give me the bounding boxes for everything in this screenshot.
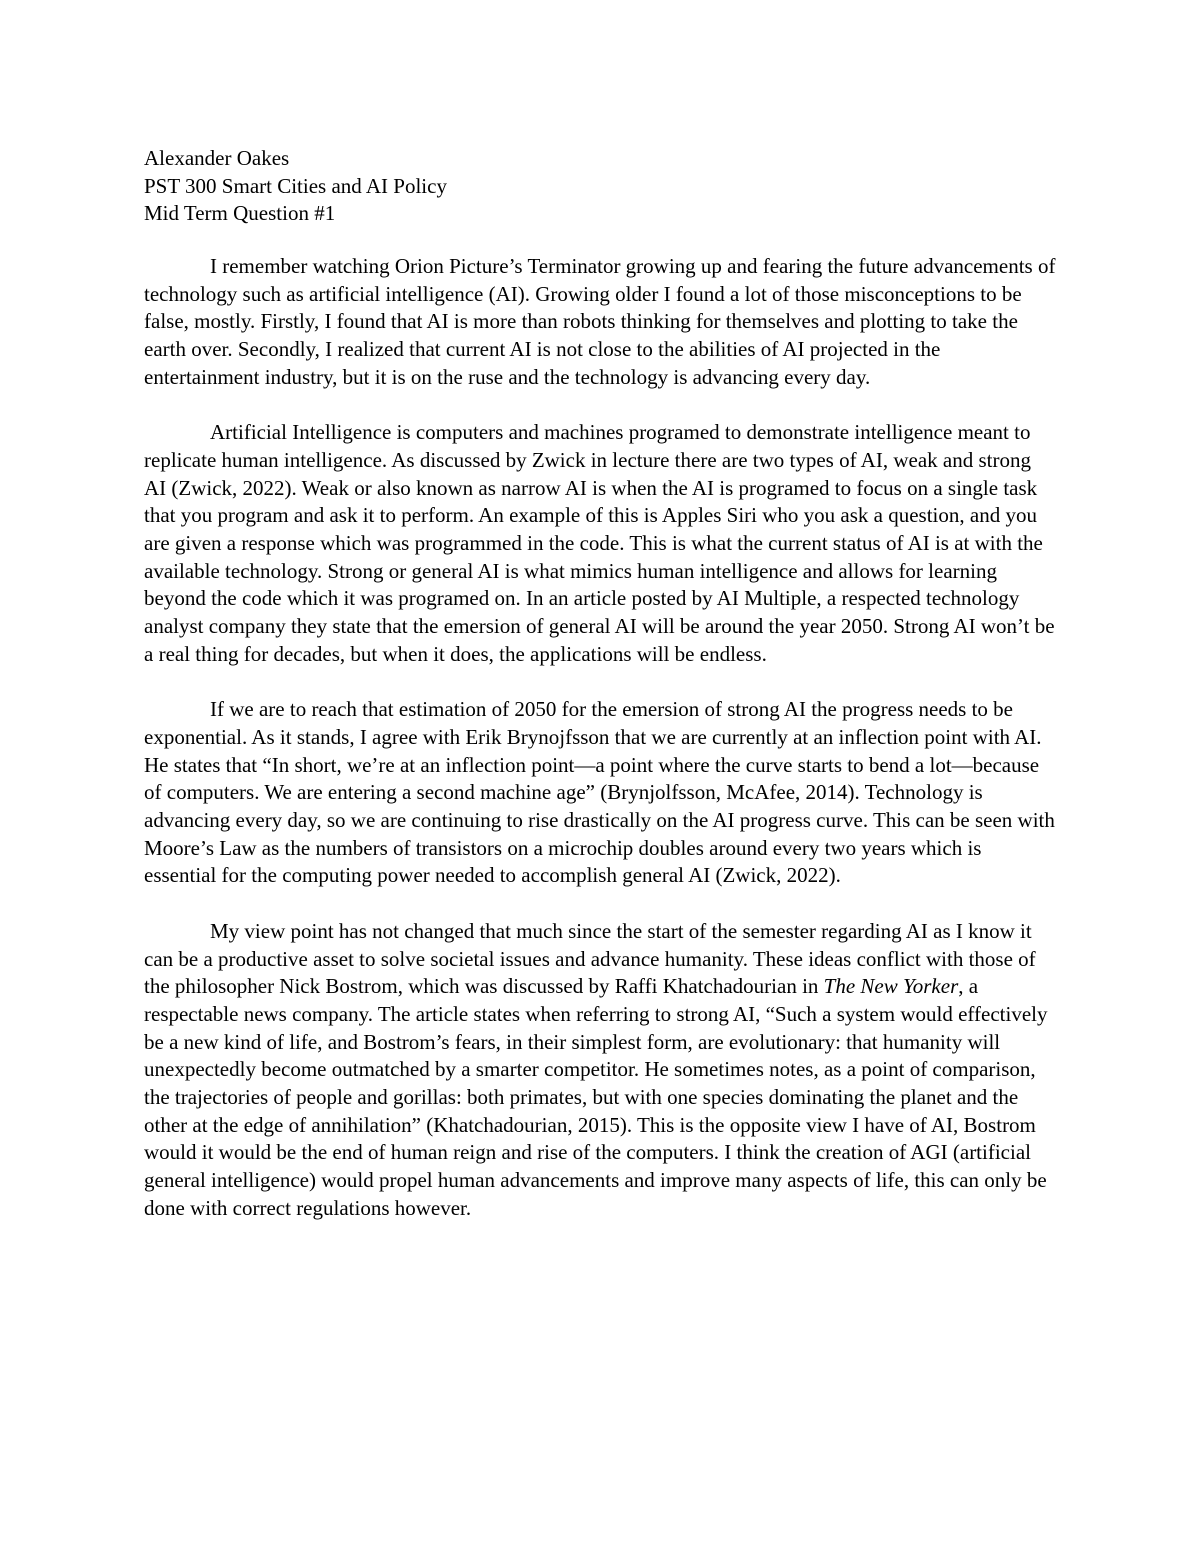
- course-title: PST 300 Smart Cities and AI Policy: [144, 173, 447, 198]
- paragraph-4: [144, 918, 1056, 1223]
- paragraph-4-text-after: , a respectable news company. The article states when referring to strong AI, “Such a system would effectively be a new kind of life, and Bostrom’s fears, in their simplest form, are evolutionary: that humanity will unexpectedly become outmatched by a smarter competitor. He sometimes notes, as a point of comparison, the trajectories of people and gorillas: both primates, but with one species dominating the planet and the other at the edge of annihilation” (Khatchadourian, 2015). This is the opposite view I have of AI, Bostrom would it would be the end of human reign and rise of the computers. I think the creation of AGI (artificial general intelligence) would propel human advancements and improve many aspects of life, this can only be done with correct regulations however.: [144, 974, 1048, 1220]
- assignment-title: Mid Term Question #1: [144, 201, 336, 226]
- publication-title: The New Yorker: [823, 974, 959, 999]
- essay-body: [144, 253, 1056, 1250]
- paragraph-4-text-before: My view point has not changed that much since the start of the semester regarding AI as I know it can be a productive asset to solve societal issues and advance humanity. These ideas conflict with those of the philosopher Nick Bostrom, which was discussed by Raffi Khatchadourian in: [144, 918, 1036, 999]
- document-header: [144, 145, 1064, 228]
- author-name: Alexander Oakes: [144, 146, 290, 170]
- paragraph-2: Artificial Intelligence is computers and machines programed to demonstrate intelligence meant to replicate human intelligence. As discussed by Zwick in lecture there are two types of AI, weak and strong AI (Zwick, 2022). Weak or also known as narrow AI is when the AI is programed to focus on a single task that you program and ask it to perform. An example of this is Apples Siri who you ask a question, and you are given a response which was programmed in the code. This is what the current status of AI is at with the available technology. Strong or general AI is what mimics human intelligence and allows for learning beyond the code which it was programed on. In an article posted by AI Multiple, a respected technology analyst company they state that the emersion of general AI will be around the year 2050. Strong AI won’t be a real thing for decades, but when it does, the applications will be endless.: [144, 420, 1055, 666]
- paragraph-1: I remember watching Orion Picture’s Terminator growing up and fearing the future advancements of technology such as artificial intelligence (AI). Growing older I found a lot of those misconceptions to be false, mostly. Firstly, I found that AI is more than robots thinking for themselves and plotting to take the earth over. Secondly, I realized that current AI is not close to the abilities of AI projected in the entertainment industry, but it is on the ruse and the technology is advancing every day.: [144, 254, 1056, 389]
- paragraph-3: If we are to reach that estimation of 2050 for the emersion of strong AI the progress needs to be exponential. As it stands, I agree with Erik Brynojfsson that we are currently at an inflection point with AI. He states that “In short, we’re at an inflection point—a point where the curve starts to bend a lot—because of computers. We are entering a second machine age” (Brynjolfsson, McAfee, 2014). Technology is advancing every day, so we are continuing to rise drastically on the AI progress curve. This can be seen with Moore’s Law as the numbers of transistors on a microchip doubles around every two years which is essential for the computing power needed to accomplish general AI (Zwick, 2022).: [144, 697, 1055, 888]
